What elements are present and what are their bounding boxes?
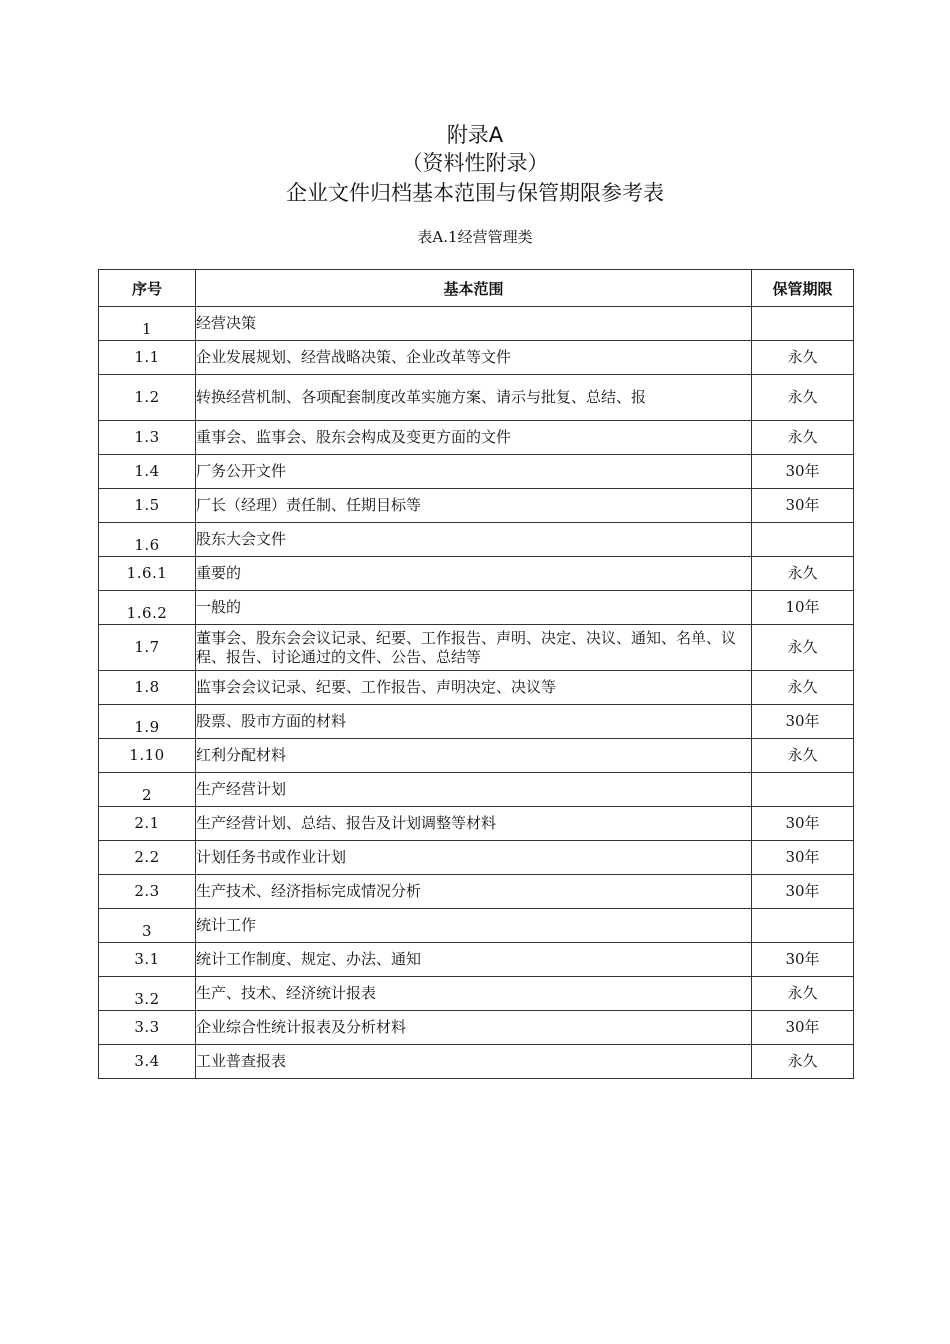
- row-number: 3.4: [99, 1045, 196, 1079]
- table-row: [99, 625, 854, 671]
- table-row: [99, 807, 854, 841]
- table-row: [99, 591, 854, 625]
- table-row: [99, 375, 854, 421]
- column-header-period: 保管期限: [752, 270, 854, 307]
- row-scope: 转换经营机制、各项配套制度改革实施方案、请示与批复、总结、报: [196, 375, 752, 421]
- row-scope: 厂务公开文件: [196, 455, 752, 489]
- row-period: 10年: [752, 591, 854, 625]
- row-scope: 一般的: [196, 591, 752, 625]
- row-number: 3.2: [99, 977, 196, 1011]
- row-number: 3.3: [99, 1011, 196, 1045]
- row-scope: 经营决策: [196, 307, 752, 341]
- row-number: 3: [99, 909, 196, 943]
- row-scope: 企业发展规划、经营战略决策、企业改革等文件: [196, 341, 752, 375]
- row-number: 1.4: [99, 455, 196, 489]
- row-period: 30年: [752, 943, 854, 977]
- table-row: [99, 705, 854, 739]
- table-row: [99, 421, 854, 455]
- row-scope: 股票、股市方面的材料: [196, 705, 752, 739]
- row-period: 永久: [752, 1045, 854, 1079]
- row-number: 1.6.1: [99, 557, 196, 591]
- row-scope: 工业普查报表: [196, 1045, 752, 1079]
- row-scope: 重要的: [196, 557, 752, 591]
- row-number: 2.3: [99, 875, 196, 909]
- table-row: [99, 739, 854, 773]
- row-number: 1.10: [99, 739, 196, 773]
- document-title: 企业文件归档基本范围与保管期限参考表: [286, 181, 664, 205]
- row-period: 30年: [752, 705, 854, 739]
- row-period: 永久: [752, 341, 854, 375]
- row-scope: 企业综合性统计报表及分析材料: [196, 1011, 752, 1045]
- table-caption: 表A.1经营管理类: [417, 228, 533, 246]
- row-period: [752, 909, 854, 943]
- row-period: 30年: [752, 807, 854, 841]
- row-period: 30年: [752, 1011, 854, 1045]
- row-number: 1.8: [99, 671, 196, 705]
- row-number: 1: [99, 307, 196, 341]
- table-row: [99, 455, 854, 489]
- table-row: [99, 977, 854, 1011]
- row-number: 1.7: [99, 625, 196, 671]
- table-row: [99, 1045, 854, 1079]
- appendix-title: 附录A: [446, 123, 504, 147]
- row-period: 30年: [752, 875, 854, 909]
- appendix-subtitle: （资料性附录）: [401, 151, 549, 175]
- row-scope: 红利分配材料: [196, 739, 752, 773]
- row-number: 1.6.2: [99, 591, 196, 625]
- row-period: 30年: [752, 841, 854, 875]
- column-header-number: 序号: [99, 270, 196, 307]
- row-number: 1.6: [99, 523, 196, 557]
- row-scope: 董事会、股东会会议记录、纪要、工作报告、声明、决定、决议、通知、名单、议程、报告、讨论通过的文件、公告、总结等: [196, 625, 752, 671]
- row-period: 永久: [752, 421, 854, 455]
- table-row: [99, 943, 854, 977]
- row-number: 2.1: [99, 807, 196, 841]
- row-period: 永久: [752, 739, 854, 773]
- row-scope: 监事会会议记录、纪要、工作报告、声明决定、决议等: [196, 671, 752, 705]
- row-scope: 生产技术、经济指标完成情况分析: [196, 875, 752, 909]
- row-period: 永久: [752, 671, 854, 705]
- row-number: 1.5: [99, 489, 196, 523]
- row-number: 1.1: [99, 341, 196, 375]
- table-row: [99, 489, 854, 523]
- table-row: [99, 875, 854, 909]
- row-period: [752, 773, 854, 807]
- row-number: 1.9: [99, 705, 196, 739]
- row-scope: 重事会、监事会、股东会构成及变更方面的文件: [196, 421, 752, 455]
- row-scope: 生产经营计划、总结、报告及计划调整等材料: [196, 807, 752, 841]
- table-row: [99, 307, 854, 341]
- row-scope: 生产、技术、经济统计报表: [196, 977, 752, 1011]
- table-row: [99, 841, 854, 875]
- table-row: [99, 523, 854, 557]
- row-period: 永久: [752, 625, 854, 671]
- row-period: [752, 523, 854, 557]
- row-period: 30年: [752, 489, 854, 523]
- row-period: 永久: [752, 375, 854, 421]
- row-scope: 计划任务书或作业计划: [196, 841, 752, 875]
- table-row: [99, 909, 854, 943]
- table-row: [99, 773, 854, 807]
- row-period: 30年: [752, 455, 854, 489]
- row-period: 永久: [752, 557, 854, 591]
- row-number: 1.3: [99, 421, 196, 455]
- row-number: 1.2: [99, 375, 196, 421]
- row-scope: 统计工作: [196, 909, 752, 943]
- table-row: [99, 341, 854, 375]
- retention-table: [98, 269, 854, 1079]
- column-header-scope: 基本范围: [196, 270, 752, 307]
- table-row: [99, 1011, 854, 1045]
- row-number: 2: [99, 773, 196, 807]
- table-header-row: [99, 270, 854, 307]
- row-scope: 股东大会文件: [196, 523, 752, 557]
- row-number: 3.1: [99, 943, 196, 977]
- row-scope: 统计工作制度、规定、办法、通知: [196, 943, 752, 977]
- row-number: 2.2: [99, 841, 196, 875]
- table-row: [99, 557, 854, 591]
- table-row: [99, 671, 854, 705]
- row-period: [752, 307, 854, 341]
- row-scope: 生产经营计划: [196, 773, 752, 807]
- row-period: 永久: [752, 977, 854, 1011]
- row-scope: 厂长（经理）责任制、任期目标等: [196, 489, 752, 523]
